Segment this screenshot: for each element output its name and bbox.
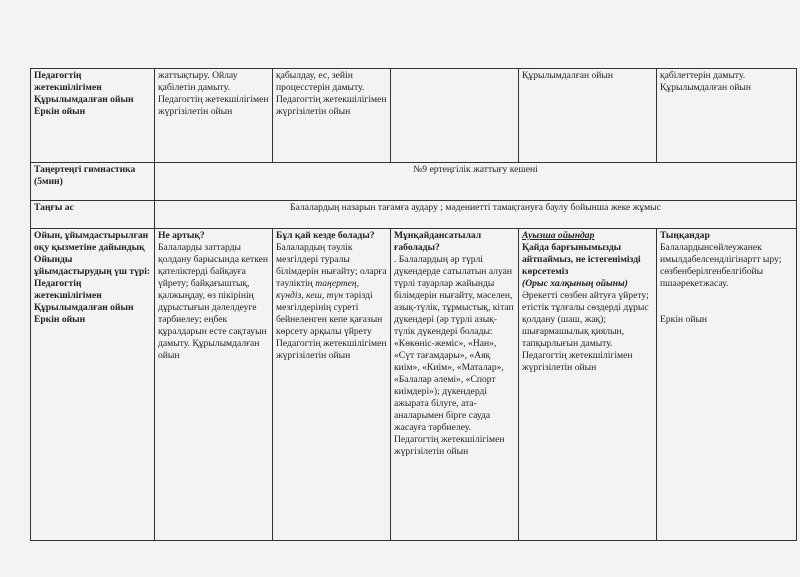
game-text-where-sold: . Балалардың әр түрлі дүкендерде сатылатын алуан түрлі тауарлар жайынды білімдерін нығайту, мәселен, азық-түлік, тұрмыстық, кітап дүкендері (әр түрлі азық-түлік дүкендері болады: «Көкөніс-жеміс», «Нан», «Сүт тағамдары», «Аяқ киім», «Киім», «Маталар», «Балалар әлемі», «Спорт киімдері»); дүкендерді ажырата білуге, ата-аналарымен бірге сауда жасауға тәрбиелеу. Педагогтің жетекшілігімен жүргізілетін ойын bbox=[394, 254, 514, 457]
game-title-listeners: Тыңқандар bbox=[660, 230, 710, 241]
cell-tuesday: қабылдау, ес, зейін процесстерін дамыту. Педагогтің жетекшілігімен жүргізілетін ойын bbox=[273, 69, 391, 163]
cell-game-tuesday bbox=[273, 229, 391, 541]
lesson-plan-table bbox=[30, 68, 797, 541]
cell-wednesday bbox=[391, 69, 519, 163]
row-label-gymnastics: Таңертеңгі гимнастика (5мин) bbox=[31, 163, 155, 201]
game-text-listeners: Балалардынсөйлеужанек имылдабелсендлігінартт ыру; сөзбенберілгенбелгібойы пшаәрекетжасау. bbox=[660, 242, 782, 289]
game-text-when-happens-1: Балалардың тәулік мезгілдері туралы білімдерін нығайту; оларға тәуліктің bbox=[276, 242, 387, 289]
cell-gymnastics-content: №9 ертеңгілік жаттығу кешені bbox=[155, 163, 797, 201]
table-row-games bbox=[31, 229, 797, 541]
game-subtitle-oral-games: Ауызша ойындар bbox=[522, 230, 595, 241]
game-text-free-play: Еркін ойын bbox=[660, 314, 708, 325]
game-text-where-we-went: Әрекетті сөзбен айтуға үйрету; етістік тұлғалы сөздерді дұрыс қолдану (шаш, жақ); шығармашылық қиялын, тапқырлығын дамыту. Педагогтің жетекшілігімен жүргізілетін ойын bbox=[522, 290, 649, 373]
game-text-when-happens-2: тәрізді мезгілдерінің суреті бейнеленген кепе қағазын көрсету арқылы үйрету Педагогтің жетекшілігімен жүргізілетін ойын bbox=[276, 290, 387, 361]
cell-game-thursday bbox=[519, 229, 657, 541]
game-title-when-happens: Бұл қай кезде болады? bbox=[276, 230, 375, 241]
row-label-games: Ойын, ұйымдастырылған оқу қызметіне дайындық Ойынды ұйымдастырудың үш түрі: Педагогтің жетекшілігімен Құрылымдалған ойын Еркін ойын bbox=[31, 229, 155, 541]
game-text-what-is-extra: Балаларды заттарды қолдану барысында кеткен қателіктерді байқауға үйрету; байқағыштық, қалжыңдау, өз пікірінің дұрыстығын дәлелдеуге тәрбиелеу; еңбек құралдарын есте сақтауын дамыту. Құрылымдалған ойын bbox=[158, 242, 269, 361]
cell-monday: жаттықтыру. Ойлау қабілетін дамыту. Педагогтің жетекшілігімен жүргізілетін ойын bbox=[155, 69, 273, 163]
game-title-where-we-went: Қайда барғынымызды айтпаймыз, не істегенімізді көрсетеміз bbox=[522, 242, 641, 277]
table-row-structured-play bbox=[31, 69, 797, 163]
cell-game-friday bbox=[657, 229, 797, 541]
cell-breakfast-content: Балалардың назарын тағамға аудару ; мәдениетті тамақтануға баулу бойынша жеке жұмыс bbox=[155, 201, 797, 229]
cell-game-wednesday bbox=[391, 229, 519, 541]
game-text-when-happens-italic: таңертең, күндіз, кеш, түн bbox=[276, 278, 360, 301]
cell-game-monday bbox=[155, 229, 273, 541]
game-origin-russian-folk: (Орыс халқының ойыны) bbox=[522, 278, 628, 289]
row-label-breakfast: Таңғы ас bbox=[31, 201, 155, 229]
table-row-gymnastics bbox=[31, 163, 797, 201]
row-label-structured-play: Педагогтің жетекшілігімен Құрылымдалған ойын Еркін ойын bbox=[31, 69, 155, 163]
cell-friday: қабілеттерін дамыту. Құрылымдалған ойын bbox=[657, 69, 797, 163]
game-title-what-is-extra: Не артық? bbox=[158, 230, 205, 241]
game-title-where-sold: Мұнқайдансатылал ғаболады? bbox=[394, 230, 482, 253]
cell-thursday: Құрылымдалған ойын bbox=[519, 69, 657, 163]
table-row-breakfast bbox=[31, 201, 797, 229]
